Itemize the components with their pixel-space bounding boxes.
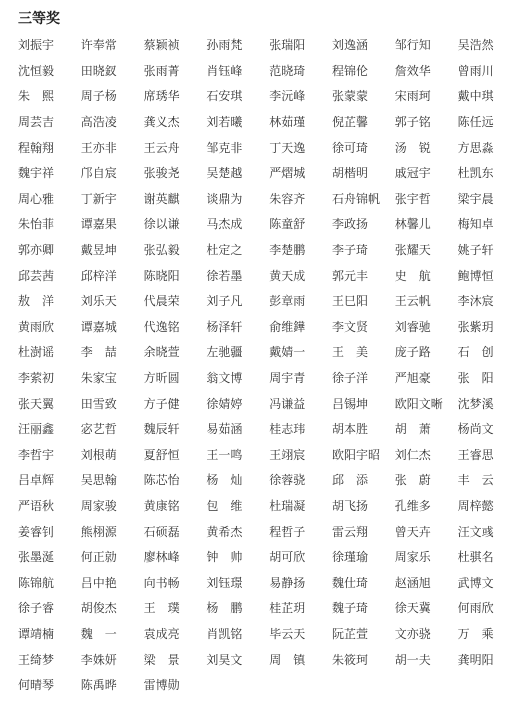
winner-name: 易静扬 (269, 575, 306, 590)
winner-name: 熊栩源 (80, 524, 117, 539)
winner-name: 曾雨川 (457, 63, 494, 78)
name-row (18, 211, 528, 237)
winner-name: 李沐宸 (457, 294, 494, 309)
winner-name: 严旭豪 (394, 371, 431, 386)
winner-name: 俞维鏵 (269, 319, 306, 334)
winner-name: 梁 景 (143, 652, 180, 667)
winner-name: 胡可欣 (269, 550, 306, 565)
winner-name: 石舟锦帆 (331, 191, 380, 206)
winner-name: 周子杨 (80, 89, 117, 104)
winner-name: 包 维 (206, 498, 243, 513)
winner-name: 万 乘 (457, 626, 494, 641)
winner-name: 吴浩然 (457, 38, 494, 53)
name-grid (18, 32, 528, 697)
winner-name: 龚明阳 (457, 652, 494, 667)
winner-name: 张宇哲 (394, 191, 431, 206)
name-row (18, 314, 528, 340)
winner-name: 胡一夫 (394, 652, 431, 667)
winner-name: 徐天冀 (394, 601, 431, 616)
winner-name: 王 美 (331, 345, 368, 360)
winner-name: 敖 洋 (18, 294, 55, 309)
winner-name: 冯谦益 (269, 396, 306, 411)
winner-name: 刘逸涵 (331, 38, 368, 53)
winner-name: 杨 鹏 (206, 601, 243, 616)
winner-name: 张雨菁 (143, 63, 180, 78)
winner-name: 魏 一 (80, 626, 117, 641)
winner-name: 欧阳文晰 (394, 396, 443, 411)
winner-name: 左驰疆 (206, 345, 243, 360)
winner-name: 邱梓洋 (80, 268, 117, 283)
winner-name: 魏宇祥 (18, 166, 55, 181)
winner-name: 杜澍谣 (18, 345, 55, 360)
winner-name: 王亦非 (80, 140, 117, 155)
name-row (18, 186, 528, 212)
winner-name: 周宇青 (269, 371, 306, 386)
winner-name: 王 璞 (143, 601, 180, 616)
name-row (18, 83, 528, 109)
winner-name: 方思淼 (457, 140, 494, 155)
name-row (18, 672, 528, 698)
winner-name: 吴思翰 (80, 473, 117, 488)
winner-name: 胡楷明 (331, 166, 368, 181)
name-row (18, 467, 528, 493)
name-row (18, 109, 528, 135)
winner-name: 梁宇晨 (457, 191, 494, 206)
winner-name: 梅知卓 (457, 217, 494, 232)
winner-name: 田雪致 (80, 396, 117, 411)
winner-name: 丁新宇 (80, 191, 117, 206)
winner-name: 陈任远 (457, 115, 494, 130)
winner-name: 马杰成 (206, 217, 243, 232)
name-row (18, 237, 528, 263)
winner-name: 李沅峰 (269, 89, 306, 104)
winner-name: 翁文博 (206, 371, 243, 386)
name-row (18, 160, 528, 186)
winner-name: 席琇华 (143, 89, 180, 104)
winner-name: 谭靖楠 (18, 626, 55, 641)
winner-name: 李 喆 (80, 345, 117, 360)
winner-name: 朱筱珂 (331, 652, 368, 667)
winner-name: 严语秋 (18, 498, 55, 513)
winner-name: 刘昊文 (206, 652, 243, 667)
winner-name: 李哲宇 (18, 447, 55, 462)
name-row (18, 646, 528, 672)
winner-name: 邱芸茜 (18, 268, 55, 283)
winner-name: 张紫玥 (457, 319, 494, 334)
winner-name: 丁天逸 (269, 140, 306, 155)
winner-name: 易茹涵 (206, 422, 243, 437)
winner-name: 庞子路 (394, 345, 431, 360)
winner-name: 程锦伦 (331, 63, 368, 78)
name-row (18, 595, 528, 621)
winner-name: 周芸吉 (18, 115, 55, 130)
winner-name: 刘根萌 (80, 447, 117, 462)
winner-name: 袁成亮 (143, 626, 180, 641)
winner-name: 李子琦 (331, 243, 368, 258)
winner-name: 杨泽轩 (206, 319, 243, 334)
name-row (18, 365, 528, 391)
winner-name: 张弘毅 (143, 243, 180, 258)
winner-name: 李萦初 (18, 371, 55, 386)
winner-name: 戴婧一 (269, 345, 306, 360)
winner-name: 雷博勋 (143, 678, 180, 693)
winner-name: 孔维多 (394, 498, 431, 513)
winner-name: 李楚鹏 (269, 243, 306, 258)
winner-name: 戚冠宇 (394, 166, 431, 181)
name-row (18, 58, 528, 84)
winner-name: 张蒙蒙 (331, 89, 368, 104)
winner-name: 郭亦卿 (18, 243, 55, 258)
winner-name: 黄天成 (269, 268, 306, 283)
winner-name: 余晓萱 (143, 345, 180, 360)
winner-name: 宋雨珂 (394, 89, 431, 104)
name-row (18, 390, 528, 416)
winner-name: 杨尚文 (457, 422, 494, 437)
winner-name: 黄雨欣 (18, 319, 55, 334)
winner-name: 林茹瑾 (269, 115, 306, 130)
winner-name: 吴楚越 (206, 166, 243, 181)
winner-name: 鲍博恒 (457, 268, 494, 283)
winner-name: 张耀天 (394, 243, 431, 258)
winner-name: 沈恒毅 (18, 63, 55, 78)
name-row (18, 339, 528, 365)
winner-name: 周心雅 (18, 191, 55, 206)
winner-name: 桂志玮 (269, 422, 306, 437)
name-row (18, 569, 528, 595)
winner-name: 黄希杰 (206, 524, 243, 539)
winner-name: 徐蓉骁 (269, 473, 306, 488)
winner-name: 阮芷萱 (331, 626, 368, 641)
winner-name: 刘乐天 (80, 294, 117, 309)
winner-name: 徐若墨 (206, 268, 243, 283)
winner-name: 邱 添 (331, 473, 368, 488)
winner-name: 王云舟 (143, 140, 180, 155)
winner-name: 王云帆 (394, 294, 431, 309)
winner-name: 刘子凡 (206, 294, 243, 309)
winner-name: 代逸铭 (143, 319, 180, 334)
winner-name: 杜凯东 (457, 166, 494, 181)
winner-name: 石安琪 (206, 89, 243, 104)
winner-name: 胡 萧 (394, 422, 431, 437)
winner-name: 杜骐名 (457, 550, 494, 565)
winner-name: 何晴琴 (18, 678, 55, 693)
winner-name: 谈鼎为 (206, 191, 243, 206)
winner-name: 陈童舒 (269, 217, 306, 232)
winner-name: 魏辰轩 (143, 422, 180, 437)
winner-name: 严熠城 (269, 166, 306, 181)
winner-name: 汪丽鑫 (18, 422, 55, 437)
winner-name: 赵涵旭 (394, 575, 431, 590)
winner-name: 周家乐 (394, 550, 431, 565)
winner-name: 徐婧婷 (206, 396, 243, 411)
winner-name: 龚义杰 (143, 115, 180, 130)
winner-name: 胡飞扬 (331, 498, 368, 513)
winner-name: 刘睿驰 (394, 319, 431, 334)
name-row (18, 416, 528, 442)
winner-name: 向书畅 (143, 575, 180, 590)
winner-name: 史 航 (394, 268, 431, 283)
winner-name: 徐子洋 (331, 371, 368, 386)
winner-name: 张骏尧 (143, 166, 180, 181)
winner-name: 张 阳 (457, 371, 494, 386)
winner-name: 廖林峰 (143, 550, 180, 565)
winner-name: 代晨荣 (143, 294, 180, 309)
winner-name: 戴昱坤 (80, 243, 117, 258)
winner-name: 方子健 (143, 396, 180, 411)
winner-name: 徐子睿 (18, 601, 55, 616)
winner-name: 程哲子 (269, 524, 306, 539)
winner-name: 田晓釵 (80, 63, 117, 78)
winner-name: 詹效华 (394, 63, 431, 78)
winner-name: 吕卓辉 (18, 473, 55, 488)
name-row (18, 518, 528, 544)
winner-name: 杨 灿 (206, 473, 243, 488)
winner-name: 何正勍 (80, 550, 117, 565)
winner-name: 宓艺哲 (80, 422, 117, 437)
winner-name: 欧阳宇昭 (331, 447, 380, 462)
winner-name: 王睿思 (457, 447, 494, 462)
winner-name: 郭元丰 (331, 268, 368, 283)
winner-name: 刘仁杰 (394, 447, 431, 462)
winner-name: 姜睿钊 (18, 524, 55, 539)
winner-name: 张瑞阳 (269, 38, 306, 53)
winner-name: 夏舒恒 (143, 447, 180, 462)
winner-name: 杜瑞凝 (269, 498, 306, 513)
winner-name: 王翊宸 (269, 447, 306, 462)
winner-name: 张天翼 (18, 396, 55, 411)
award-heading: 三等奖 (18, 11, 60, 27)
winner-name: 钟 帅 (206, 550, 243, 565)
winner-name: 桂芷玥 (269, 601, 306, 616)
winner-name: 魏仕琦 (331, 575, 368, 590)
winner-name: 谢英麒 (143, 191, 180, 206)
winner-name: 周 镇 (269, 652, 306, 667)
winner-name: 倪芷馨 (331, 115, 368, 130)
name-row (18, 493, 528, 519)
winner-name: 姚子轩 (457, 243, 494, 258)
winner-name: 石 创 (457, 345, 494, 360)
winner-name: 孙雨梵 (206, 38, 243, 53)
winner-name: 戴中琪 (457, 89, 494, 104)
name-row (18, 32, 528, 58)
winner-name: 李姝妍 (80, 652, 117, 667)
winner-name: 范晓琦 (269, 63, 306, 78)
winner-name: 黄康铭 (143, 498, 180, 513)
winner-name: 丰 云 (457, 473, 494, 488)
name-row (18, 621, 528, 647)
winner-name: 谭嘉城 (80, 319, 117, 334)
winner-name: 徐以谦 (143, 217, 180, 232)
name-row (18, 288, 528, 314)
winner-name: 曾天卉 (394, 524, 431, 539)
winner-name: 何雨欣 (457, 601, 494, 616)
winner-name: 朱容齐 (269, 191, 306, 206)
winner-name: 石硕磊 (143, 524, 180, 539)
name-row (18, 544, 528, 570)
winner-name: 朱家宝 (80, 371, 117, 386)
winner-name: 雷云翔 (331, 524, 368, 539)
name-row (18, 442, 528, 468)
winner-name: 彭章雨 (269, 294, 306, 309)
winner-name: 吕锡坤 (331, 396, 368, 411)
winner-name: 魏子琦 (331, 601, 368, 616)
winner-name: 程翰翔 (18, 140, 55, 155)
winner-name: 李文贤 (331, 319, 368, 334)
winner-name: 陈芯怡 (143, 473, 180, 488)
winner-name: 陈晓阳 (143, 268, 180, 283)
winner-name: 谭嘉果 (80, 217, 117, 232)
winner-name: 邹行知 (394, 38, 431, 53)
winner-name: 张墨涎 (18, 550, 55, 565)
winner-name: 沈梦溪 (457, 396, 494, 411)
winner-name: 徐可琦 (331, 140, 368, 155)
winner-name: 刘钰璟 (206, 575, 243, 590)
winner-name: 周家骏 (80, 498, 117, 513)
winner-name: 汤 锐 (394, 140, 431, 155)
winner-name: 王绮梦 (18, 652, 55, 667)
winner-name: 肖凯铭 (206, 626, 243, 641)
winner-name: 王巳阳 (331, 294, 368, 309)
winner-name: 王一鸣 (206, 447, 243, 462)
winner-name: 刘若曦 (206, 115, 243, 130)
winner-name: 高浩凌 (80, 115, 117, 130)
winner-name: 朱怡菲 (18, 217, 55, 232)
winner-name: 吕中艳 (80, 575, 117, 590)
winner-name: 邹克非 (206, 140, 243, 155)
name-row (18, 262, 528, 288)
winner-name: 刘振宇 (18, 38, 55, 53)
winner-name: 胡本胜 (331, 422, 368, 437)
winner-name: 文亦骁 (394, 626, 431, 641)
winner-name: 周梓懿 (457, 498, 494, 513)
winner-name: 汪文彧 (457, 524, 494, 539)
winner-name: 毕云天 (269, 626, 306, 641)
winner-name: 蔡颖祯 (143, 38, 180, 53)
winner-name: 武博文 (457, 575, 494, 590)
winner-name: 许奉常 (80, 38, 117, 53)
winner-name: 张 蔚 (394, 473, 431, 488)
winner-name: 邝自宸 (80, 166, 117, 181)
winner-name: 朱 熙 (18, 89, 55, 104)
name-row (18, 134, 528, 160)
winner-name: 陈禹晔 (80, 678, 117, 693)
winner-name: 肖钰峰 (206, 63, 243, 78)
winner-name: 陈锦航 (18, 575, 55, 590)
winner-name: 杜定之 (206, 243, 243, 258)
winner-name: 郭子铭 (394, 115, 431, 130)
winner-name: 徐瑾瑜 (331, 550, 368, 565)
winner-name: 方昕圆 (143, 371, 180, 386)
winner-name: 李政扬 (331, 217, 368, 232)
winner-name: 胡俊杰 (80, 601, 117, 616)
winner-name: 林馨儿 (394, 217, 431, 232)
